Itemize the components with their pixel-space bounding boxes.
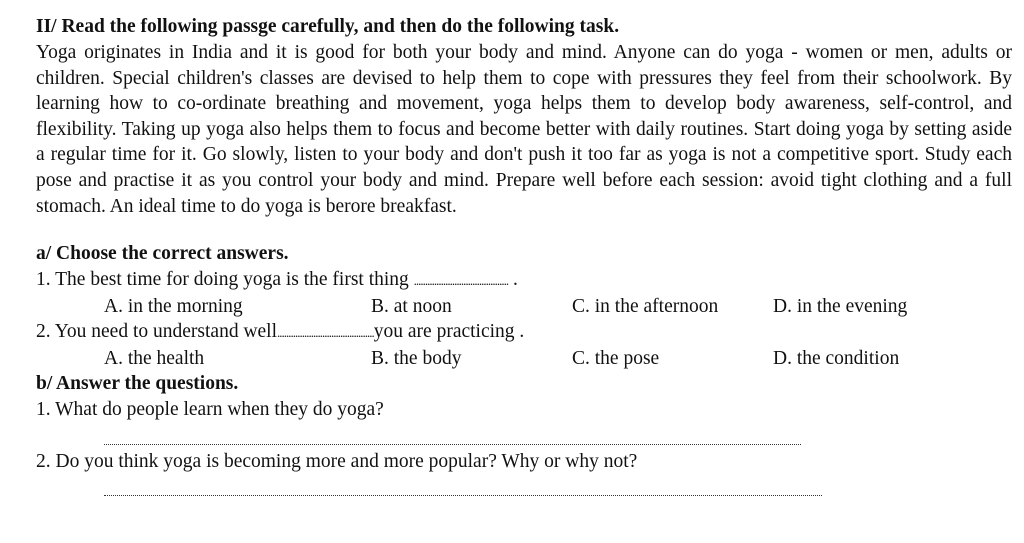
exercise-heading: II/ Read the following passge carefully, and then do the following task. xyxy=(36,16,620,37)
question-a2-text: 2. You need to understand well xyxy=(36,321,278,343)
option-c: C. in the afternoon xyxy=(572,295,719,317)
answer-blank: .......................................... xyxy=(413,273,509,289)
question-a1-end: . xyxy=(508,269,518,291)
answer-line-2 xyxy=(36,474,1012,500)
question-b2: 2. Do you think yoga is becoming more and more popular? Why or why not? xyxy=(36,450,638,472)
question-b1: 1. What do people learn when they do yoga? xyxy=(36,399,384,421)
section-a-title: a/ Choose the correct answers. xyxy=(36,243,289,265)
section-b-title: b/ Answer the questions. xyxy=(36,373,239,395)
question-a1-text: 1. The best time for doing yoga is the first thing xyxy=(36,269,414,291)
reading-passage: Yoga originates in India and it is good for both your body and mind. Anyone can do yoga - women or men, adults or children. Special children's classes are devised to help them to cope with pressures they feel from their schoolwork. By learning how to co-ordinate breathing and movement, yoga helps them to develop body awareness, self-control, and flexibility. Taking up yoga also helps them to focus and become better with daily routines. Start doing yoga by setting aside a regular time for it. Go slowly, listen to your body and don't push it too far as yoga is not a competitive sport. Study each pose and practise it as you control your body and mind. Prepare well before each session: avoid tight clothing and a full stomach. An ideal time to do yoga is berore breakfast. xyxy=(36,42,1012,217)
spacer xyxy=(36,219,1012,241)
question-a2-options xyxy=(36,346,1012,372)
option-b: B. the body xyxy=(371,347,462,369)
question-a2 xyxy=(36,319,1012,346)
question-a1 xyxy=(36,267,1012,294)
option-b: B. at noon xyxy=(371,295,452,317)
option-a: A. in the morning xyxy=(104,295,243,317)
question-a2-end: you are practicing . xyxy=(373,321,525,343)
option-c: C. the pose xyxy=(572,347,660,369)
question-a1-options xyxy=(36,294,1012,320)
worksheet xyxy=(36,14,1012,500)
option-d: D. the condition xyxy=(773,347,900,369)
answer-blank: ........................................... xyxy=(277,325,374,341)
option-d: D. in the evening xyxy=(773,295,908,317)
answer-line-1 xyxy=(36,423,1012,449)
option-a: A. the health xyxy=(104,347,205,369)
